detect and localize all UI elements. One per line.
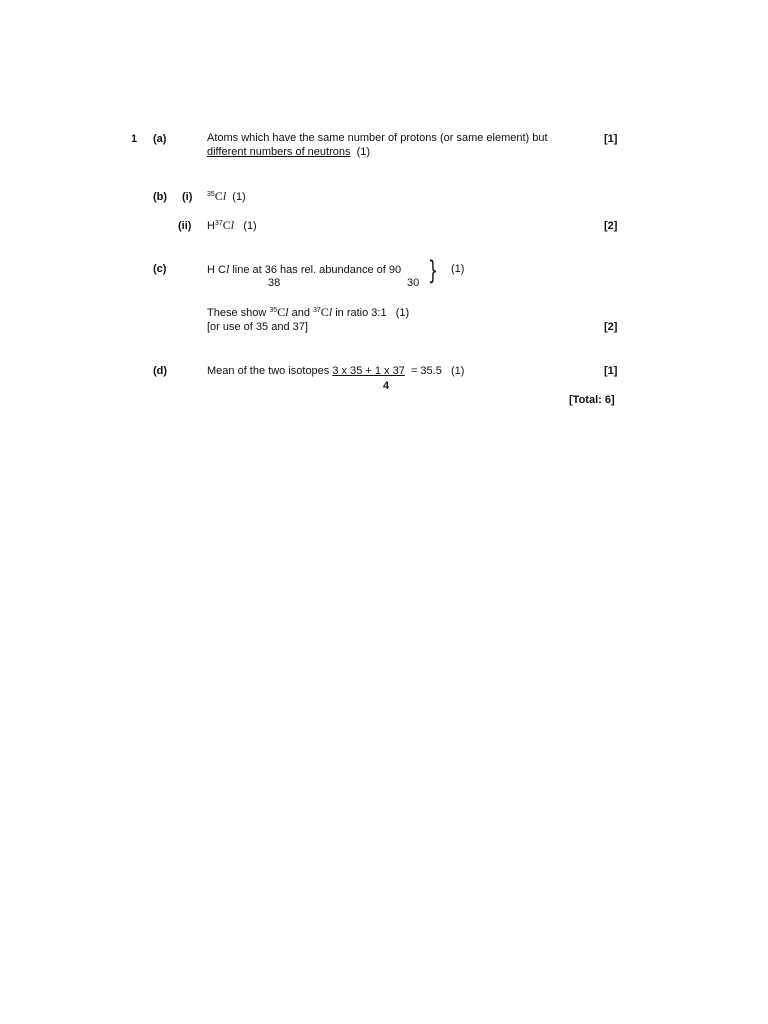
part-c-row2-left: 38	[268, 277, 281, 289]
c-sym35: C	[277, 305, 286, 319]
b-ii-prefix: H	[207, 220, 215, 232]
c-it37: l	[328, 305, 333, 319]
part-c-row2-right: 30	[407, 277, 420, 289]
b-ii-sup: 37	[214, 220, 223, 227]
part-a-line1: Atoms which have the same number of protons (or same element) but	[207, 132, 548, 144]
part-b-ii-label: (ii)	[178, 220, 192, 232]
c-line3-mid: and	[288, 307, 313, 319]
d-mark: (1)	[451, 365, 465, 377]
curly-brace-icon: }	[428, 256, 438, 286]
b-ii-mark: (1)	[243, 220, 257, 232]
b-ii-italic: l	[230, 218, 235, 232]
b-i-mark: (1)	[232, 191, 246, 203]
b-i-italic: l	[222, 189, 227, 203]
b-i-symbol: C	[214, 189, 223, 203]
c-sym37: C	[320, 305, 329, 319]
b-ii-symbol: C	[222, 218, 231, 232]
part-a-label: (a)	[153, 133, 167, 145]
part-b-label: (b)	[153, 191, 168, 203]
total-marks: [Total: 6]	[569, 394, 615, 406]
part-a-mark: (1)	[356, 146, 371, 158]
part-c-line4: [or use of 35 and 37]	[207, 321, 308, 333]
d-text: Mean of the two isotopes	[207, 365, 330, 377]
c-sup37: 37	[313, 307, 321, 314]
b-i-sup: 35	[207, 191, 215, 198]
part-d-line	[207, 365, 464, 378]
d-numerator: 3 x 35 + 1 x 37	[332, 365, 405, 377]
c-sup35: 35	[269, 307, 278, 314]
c-line1-italic: l	[225, 262, 230, 276]
c-line1-post: line at 36 has rel. abundance of 90	[229, 264, 402, 276]
part-b-ii-answer	[207, 219, 257, 233]
c-line1-pre: H C	[207, 264, 226, 276]
c-line3-pre: These show	[207, 307, 270, 319]
part-a-marks: [1]	[604, 133, 618, 145]
part-c-marks: [2]	[604, 321, 618, 333]
part-b-marks: [2]	[604, 220, 618, 232]
part-b-i-answer	[207, 190, 246, 204]
part-c-line1	[207, 263, 401, 277]
part-a-underlined: different numbers of neutrons	[207, 146, 351, 158]
part-b-i-label: (i)	[182, 191, 193, 203]
c-it35: l	[285, 305, 289, 319]
c-line3-mark: (1)	[395, 307, 410, 319]
d-denominator: 4	[383, 380, 390, 392]
part-c-label: (c)	[153, 263, 167, 275]
part-c-line1-mark: (1)	[451, 263, 465, 275]
d-equals: = 35.5	[410, 365, 442, 377]
part-d-label: (d)	[153, 365, 168, 377]
part-c-line3	[207, 306, 409, 320]
question-number: 1	[131, 133, 138, 145]
part-a-line2	[207, 146, 370, 159]
part-d-marks: [1]	[604, 365, 618, 377]
c-line3-post: in ratio 3:1	[332, 307, 387, 319]
